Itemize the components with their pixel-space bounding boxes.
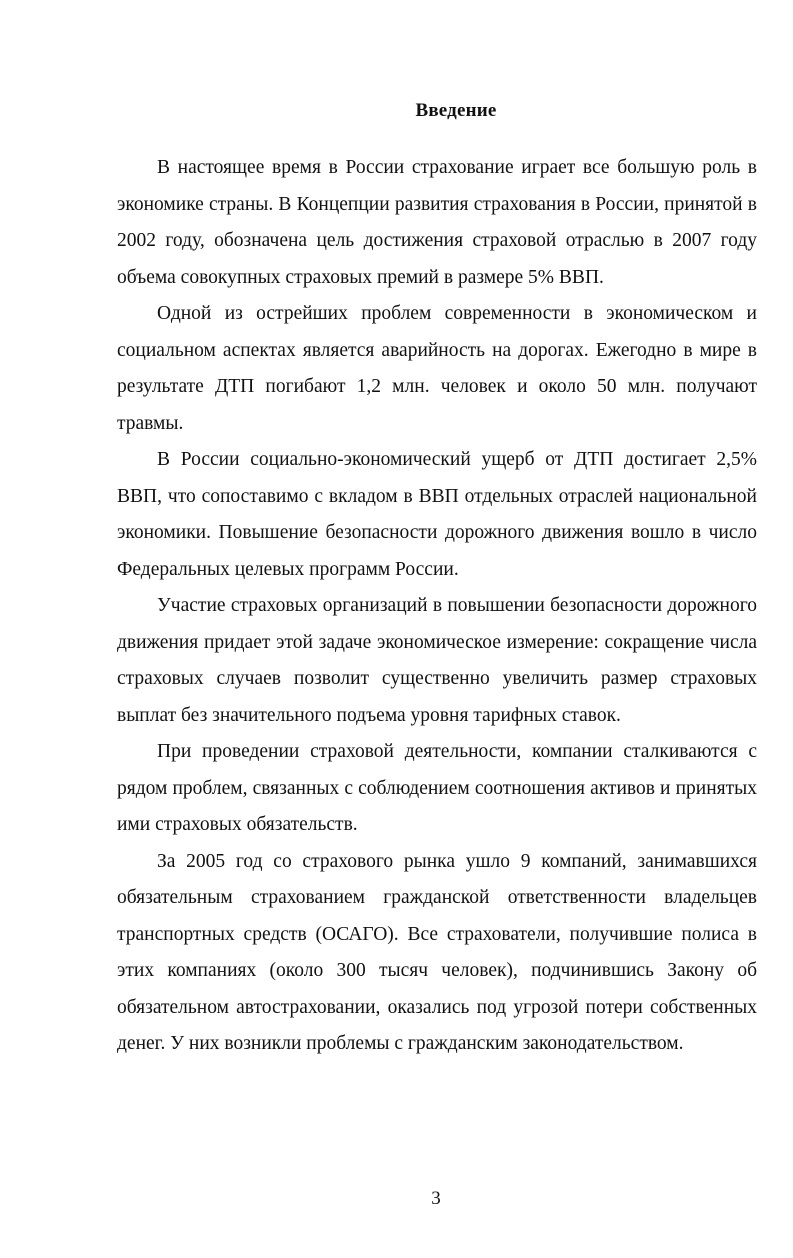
paragraph-4: Участие страховых организаций в повышении безопасности дорожного движения придает этой задаче экономическое измерение: сокращение числа страховых случаев позволит существенно увеличить размер страховых выплат без значительного подъема уровня тарифных ставок. bbox=[117, 595, 757, 726]
section-title: Введение bbox=[415, 100, 497, 121]
page-number: 3 bbox=[431, 1188, 441, 1209]
body-text bbox=[117, 150, 757, 1063]
paragraph-3: В России социально-экономический ущерб от ДТП достигает 2,5% ВВП, что сопоставимо с вкладом в ВВП отдельных отраслей национальной экономики. Повышение безопасности дорожного движения вошло в число Федеральных целевых программ России. bbox=[117, 449, 757, 580]
paragraph-1: В настоящее время в России страхование играет все большую роль в экономике страны. В Концепции развития страхования в России, принятой в 2002 году, обозначена цель достижения страховой отраслью в 2007 году объема совокупных страховых премий в размере 5% ВВП. bbox=[117, 157, 757, 288]
paragraph-6: За 2005 год со страхового рынка ушло 9 компаний, занимавшихся обязательным страхованием гражданской ответственности владельцев транспортных средств (ОСАГО). Все страхователи, получившие полиса в этих компаниях (около 300 тысяч человек), подчинившись Закону об обязательном автостраховании, оказались под угрозой потери собственных денег. У них возникли проблемы с гражданским законодательством. bbox=[117, 850, 757, 1054]
paragraph-5: При проведении страховой деятельности, компании сталкиваются с рядом проблем, связанных с соблюдением соотношения активов и принятых ими страховых обязательств. bbox=[117, 741, 757, 835]
paragraph-2: Одной из острейших проблем современности в экономическом и социальном аспектах является аварийность на дорогах. Ежегодно в мире в результате ДТП погибают 1,2 млн. человек и около 50 млн. получают травмы. bbox=[117, 303, 757, 434]
